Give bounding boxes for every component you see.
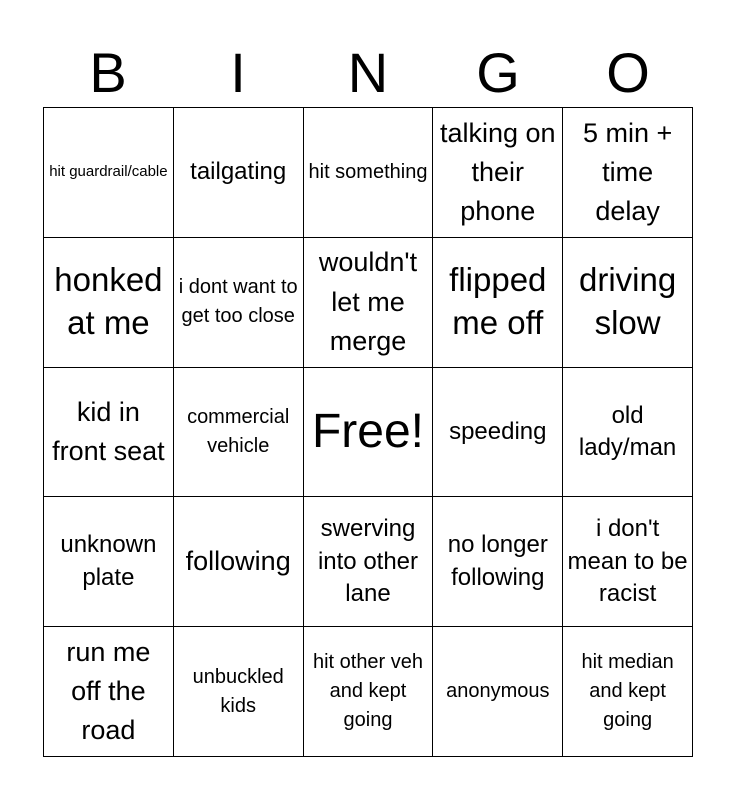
bingo-cell[interactable]: [304, 108, 434, 238]
bingo-cell-text: no longer following: [447, 531, 548, 591]
bingo-cell[interactable]: [563, 497, 693, 627]
bingo-cell[interactable]: [563, 368, 693, 498]
bingo-cell[interactable]: [304, 497, 434, 627]
bingo-cell-text: wouldn't let me merge: [318, 247, 418, 356]
bingo-board: [43, 107, 693, 757]
bingo-cell[interactable]: [174, 238, 304, 368]
bingo-cell-text: kid in front seat: [52, 396, 165, 466]
bingo-cell[interactable]: [563, 108, 693, 238]
bingo-cell-text: unknown plate: [60, 531, 157, 591]
bingo-cell-text: i don't mean to be racist: [567, 515, 688, 607]
bingo-cell[interactable]: [44, 497, 174, 627]
free-space-cell[interactable]: [304, 368, 434, 498]
bingo-cell-text: flipped me off: [449, 261, 547, 342]
bingo-cell-text: hit other veh and kept going: [312, 651, 424, 732]
bingo-cell-text: i dont want to get too close: [178, 276, 298, 328]
bingo-cell[interactable]: [304, 238, 434, 368]
bingo-cell[interactable]: [433, 108, 563, 238]
bingo-cell-text: commercial vehicle: [187, 405, 290, 457]
bingo-cell[interactable]: [563, 627, 693, 757]
bingo-cell[interactable]: [174, 368, 304, 498]
header-letter-n: N: [347, 41, 389, 104]
header-letter-b: B: [89, 41, 127, 104]
bingo-cell[interactable]: [44, 108, 174, 238]
bingo-cell-text: Free!: [311, 404, 424, 458]
bingo-cell[interactable]: [44, 627, 174, 757]
bingo-cell[interactable]: [563, 238, 693, 368]
header-letter-g: G: [476, 41, 520, 104]
bingo-cell-text: tailgating: [190, 158, 287, 186]
header-letter-i: I: [230, 41, 246, 104]
bingo-cell-text: hit guardrail/cable: [49, 163, 168, 181]
bingo-cell-text: hit something: [308, 160, 428, 183]
bingo-cell-text: run me off the road: [66, 636, 151, 746]
bingo-cell-text: hit median and kept going: [581, 651, 674, 732]
bingo-cell[interactable]: [44, 238, 174, 368]
bingo-cell-text: talking on their phone: [439, 117, 556, 226]
bingo-cell[interactable]: [433, 627, 563, 757]
bingo-cell[interactable]: [174, 108, 304, 238]
header-letter-o: O: [606, 41, 650, 104]
bingo-cell-text: driving slow: [578, 261, 677, 342]
bingo-cell-text: old lady/man: [578, 401, 677, 461]
bingo-cell[interactable]: [433, 368, 563, 498]
bingo-cell-text: 5 min + time delay: [582, 117, 673, 226]
bingo-cell[interactable]: [433, 238, 563, 368]
bingo-cell-text: anonymous: [446, 680, 550, 703]
bingo-cell-text: following: [185, 546, 291, 577]
bingo-cell-text: swerving into other lane: [317, 515, 419, 607]
bingo-cell[interactable]: [304, 627, 434, 757]
bingo-header: [43, 40, 693, 106]
bingo-cell[interactable]: [433, 497, 563, 627]
bingo-cell[interactable]: [174, 627, 304, 757]
bingo-cell-text: honked at me: [54, 261, 163, 342]
bingo-cell-text: unbuckled kids: [192, 665, 284, 717]
bingo-cell[interactable]: [174, 497, 304, 627]
bingo-cell-text: speeding: [449, 417, 547, 445]
bingo-cell[interactable]: [44, 368, 174, 498]
